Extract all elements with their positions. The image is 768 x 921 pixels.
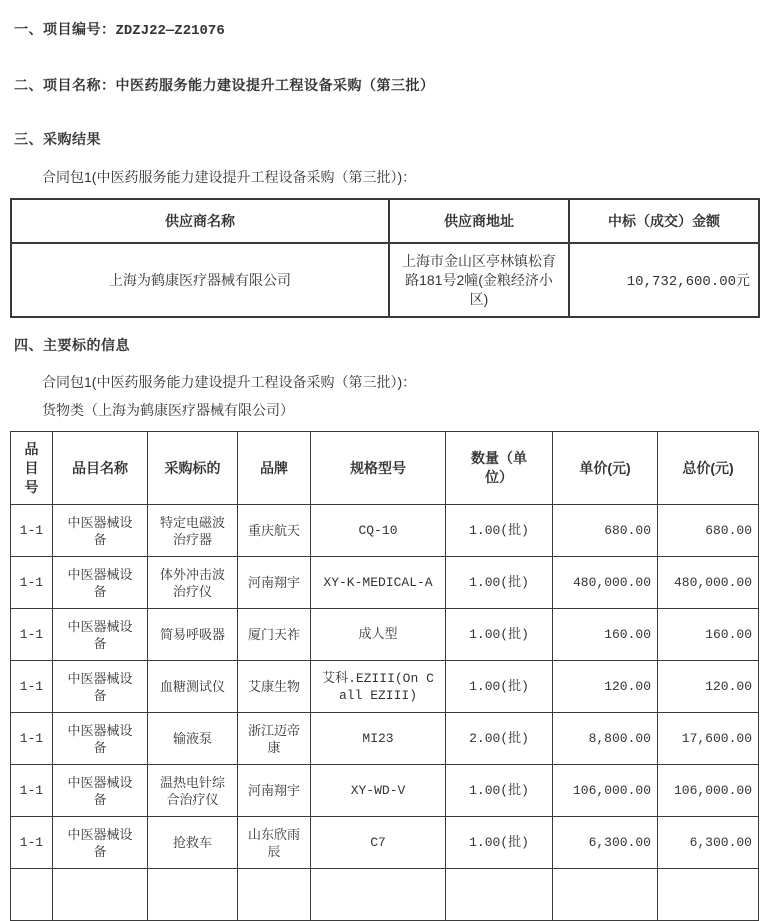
cell-text: 中医器械设备 <box>67 774 133 807</box>
quantity-cell <box>446 765 553 817</box>
cell-text: 160.00 <box>705 627 752 642</box>
procurement-result-heading: 三、采购结果 <box>14 131 101 147</box>
item-name-cell <box>53 505 148 557</box>
item-no-header: 品目号 <box>11 432 53 505</box>
cell-text: 17,600.00 <box>681 731 752 746</box>
procurement-target-cell <box>148 817 238 869</box>
item-no-cell <box>11 557 53 609</box>
cell-text: 艾康生物 <box>247 679 300 694</box>
table-row-partial <box>11 869 759 921</box>
cell-text: 重庆航天 <box>247 523 300 538</box>
unit-price-header: 单价(元) <box>553 432 658 505</box>
cell-text: 680.00 <box>604 523 651 538</box>
cell-text: XY-WD-V <box>350 783 406 798</box>
award-amount-cell: 10,732,600.00元 <box>569 243 759 317</box>
cell-text: 1-1 <box>19 523 44 538</box>
item-no-cell <box>11 505 53 557</box>
cell-text: 温热电针综合治疗仪 <box>159 774 225 807</box>
contract-package-line: 合同包1(中医药服务能力建设提升工程设备采购（第三批）)： <box>42 169 417 185</box>
item-name-cell <box>53 817 148 869</box>
quantity-cell <box>446 557 553 609</box>
cell-text: 中医器械设备 <box>67 670 133 703</box>
project-number-heading <box>14 21 768 39</box>
unit-price-cell <box>553 817 658 869</box>
project-number-label: 一、项目编号： <box>14 21 116 37</box>
procurement-target-cell <box>148 609 238 661</box>
item-name-cell <box>53 713 148 765</box>
brand-cell <box>238 609 311 661</box>
quantity-cell <box>446 661 553 713</box>
table-cell <box>658 869 759 921</box>
unit-price-cell <box>553 557 658 609</box>
cell-text: 中医器械设备 <box>67 826 133 859</box>
procurement-target-cell <box>148 661 238 713</box>
spec-model-header: 规格型号 <box>311 432 446 505</box>
cell-text: 成人型 <box>358 627 398 642</box>
project-name-value: 中医药服务能力建设提升工程设备采购（第三批） <box>115 77 435 93</box>
table-row <box>11 505 759 557</box>
supplier-address-cell <box>389 243 569 317</box>
supplier-name-cell: 上海为鹤康医疗器械有限公司 <box>11 243 389 317</box>
project-number-value: ZDZJ22—Z21076 <box>115 23 225 39</box>
table-cell <box>446 869 553 921</box>
main-subject-heading: 四、主要标的信息 <box>14 337 130 353</box>
cell-text: 艾科.EZIII(On Call EZIII) <box>322 670 434 703</box>
brand-cell <box>238 765 311 817</box>
project-name-heading <box>14 77 768 93</box>
table-row <box>11 817 759 869</box>
cell-text: 1.00(批) <box>469 627 529 642</box>
brand-cell <box>238 557 311 609</box>
cell-text: 厦门天祚 <box>247 627 300 642</box>
item-no-cell <box>11 661 53 713</box>
cell-text: 1-1 <box>19 783 44 798</box>
cell-text: 1-1 <box>19 679 44 694</box>
cell-text: 160.00 <box>604 627 651 642</box>
cell-text: 1.00(批) <box>469 679 529 694</box>
item-name-cell <box>53 609 148 661</box>
spec-model-cell <box>311 609 446 661</box>
brand-cell <box>238 713 311 765</box>
cell-text: 特定电磁波治疗器 <box>159 514 225 547</box>
header-text: 数量（单位） <box>471 450 527 485</box>
spec-model-cell <box>311 557 446 609</box>
cell-text: XY-K-MEDICAL-A <box>323 575 433 590</box>
table-row <box>11 765 759 817</box>
unit-price-cell <box>553 505 658 557</box>
table-row <box>11 661 759 713</box>
cell-text: 1-1 <box>19 731 44 746</box>
cell-text: 中医器械设备 <box>67 618 133 651</box>
cell-text: 1-1 <box>19 627 44 642</box>
cell-text: 6,300.00 <box>588 835 651 850</box>
cell-text: MI23 <box>362 731 394 746</box>
cell-text: 1.00(批) <box>469 523 529 538</box>
brand-header: 品牌 <box>238 432 311 505</box>
table-row <box>11 713 759 765</box>
spec-model-cell <box>311 505 446 557</box>
quantity-cell <box>446 505 553 557</box>
cell-text: C7 <box>370 835 386 850</box>
table-cell <box>11 869 53 921</box>
procurement-target-cell <box>148 713 238 765</box>
cell-text: 1.00(批) <box>469 575 529 590</box>
table-header-row <box>11 432 759 505</box>
unit-price-cell <box>553 661 658 713</box>
cell-text: 简易呼吸器 <box>159 627 225 642</box>
table-header-row <box>11 199 759 243</box>
total-price-cell <box>658 557 759 609</box>
cell-text: 血糖测试仪 <box>159 679 225 694</box>
table-row <box>11 609 759 661</box>
total-price-cell <box>658 609 759 661</box>
cell-text: 山东欣雨辰 <box>247 826 300 859</box>
item-no-cell <box>11 713 53 765</box>
total-price-cell <box>658 505 759 557</box>
cell-text: 抢救车 <box>172 835 212 850</box>
table-cell <box>311 869 446 921</box>
unit-price-cell <box>553 609 658 661</box>
cell-text: 中医器械设备 <box>67 566 133 599</box>
cell-text: 1-1 <box>19 575 44 590</box>
total-price-cell <box>658 661 759 713</box>
procurement-target-cell <box>148 557 238 609</box>
spec-model-cell <box>311 713 446 765</box>
cell-text: 河南翔宇 <box>247 783 300 798</box>
cell-text: 中医器械设备 <box>67 514 133 547</box>
award-amount-header: 中标（成交）金额 <box>569 199 759 243</box>
cell-text: 120.00 <box>604 679 651 694</box>
cell-text: 浙江迈帝康 <box>247 722 300 755</box>
cell-text: 2.00(批) <box>469 731 529 746</box>
contract-package-line: 合同包1(中医药服务能力建设提升工程设备采购（第三批）)： <box>42 374 417 390</box>
item-no-cell <box>11 609 53 661</box>
item-name-header: 品目名称 <box>53 432 148 505</box>
total-price-cell <box>658 713 759 765</box>
table-row <box>11 243 759 317</box>
cell-text: 中医器械设备 <box>67 722 133 755</box>
unit-price-cell <box>553 713 658 765</box>
quantity-cell <box>446 609 553 661</box>
supplier-address-header: 供应商地址 <box>389 199 569 243</box>
cell-text: 上海市金山区亭林镇松育路181号2幢(金粮经济小区) <box>402 252 556 307</box>
table-cell <box>53 869 148 921</box>
cell-text: 8,800.00 <box>588 731 651 746</box>
unit-price-cell <box>553 765 658 817</box>
item-name-cell <box>53 661 148 713</box>
cell-text: 106,000.00 <box>572 783 651 798</box>
total-price-header: 总价(元) <box>658 432 759 505</box>
supplier-name-header: 供应商名称 <box>11 199 389 243</box>
cell-text: 1.00(批) <box>469 835 529 850</box>
cell-text: 6,300.00 <box>689 835 752 850</box>
spec-model-cell <box>311 765 446 817</box>
total-price-cell <box>658 817 759 869</box>
cell-text: 体外冲击波治疗仪 <box>159 566 225 599</box>
items-table <box>10 431 759 921</box>
cell-text: 1-1 <box>19 835 44 850</box>
cell-text: 480,000.00 <box>673 575 752 590</box>
table-cell <box>238 869 311 921</box>
cell-text: 1.00(批) <box>469 783 529 798</box>
item-name-cell <box>53 765 148 817</box>
item-name-cell <box>53 557 148 609</box>
spec-model-cell <box>311 817 446 869</box>
cell-text: 480,000.00 <box>572 575 651 590</box>
cell-text: 河南翔宇 <box>247 575 300 590</box>
spec-model-cell <box>311 661 446 713</box>
brand-cell <box>238 661 311 713</box>
procurement-target-cell <box>148 505 238 557</box>
item-no-cell <box>11 817 53 869</box>
items-table-body <box>11 505 759 921</box>
procurement-target-header: 采购标的 <box>148 432 238 505</box>
goods-category-line: 货物类（上海为鹤康医疗器械有限公司） <box>42 402 294 418</box>
procurement-target-cell <box>148 765 238 817</box>
table-cell <box>553 869 658 921</box>
quantity-unit-header <box>446 432 553 505</box>
cell-text: 120.00 <box>705 679 752 694</box>
total-price-cell <box>658 765 759 817</box>
item-no-cell <box>11 765 53 817</box>
quantity-cell <box>446 817 553 869</box>
brand-cell <box>238 505 311 557</box>
table-row <box>11 557 759 609</box>
supplier-table <box>10 198 760 318</box>
cell-text: 680.00 <box>705 523 752 538</box>
cell-text: 106,000.00 <box>673 783 752 798</box>
brand-cell <box>238 817 311 869</box>
cell-text: 输液泵 <box>172 731 212 746</box>
cell-text: CQ-10 <box>358 523 398 538</box>
quantity-cell <box>446 713 553 765</box>
project-name-label: 二、项目名称： <box>14 77 116 93</box>
table-cell <box>148 869 238 921</box>
